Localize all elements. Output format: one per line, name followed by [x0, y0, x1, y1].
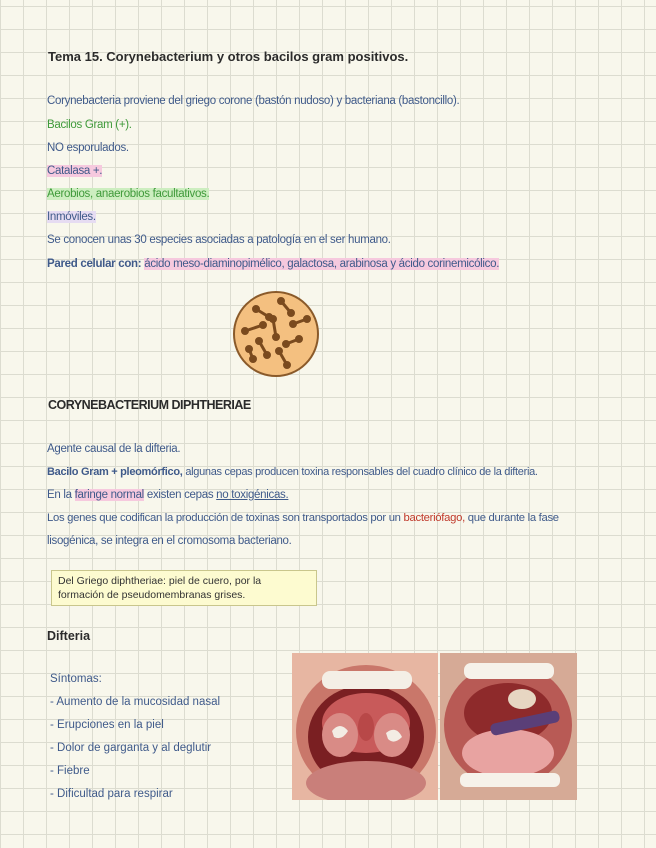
intro-line-gram: Bacilos Gram (+).: [47, 119, 132, 131]
genes-text-a: Los genes que codifican la producción de toxinas son transportados por un: [47, 512, 401, 524]
bacilo-text: algunas cepas producen toxina responsables del cuadro clínico de la difteria.: [185, 466, 538, 478]
bacteria-illustration: [231, 289, 321, 379]
intro-line-catalase: [47, 165, 102, 177]
symptom-item: - Dolor de garganta y al deglutir: [50, 742, 212, 754]
difteria-heading: Difteria: [47, 629, 91, 643]
intro-line-etymology: Corynebacteria proviene del griego corone (bastón nudoso) y bacteriana (bastoncillo).: [47, 95, 460, 107]
intro-line-motility: [47, 211, 96, 223]
genes-text-c: que durante la fase: [467, 512, 559, 524]
symptom-item: - Aumento de la mucosidad nasal: [50, 696, 221, 708]
bacteriophage-text: bacteriófago,: [403, 512, 465, 524]
catalase-text: Catalasa +.: [47, 165, 103, 177]
pharynx-text-a: En la: [47, 489, 72, 501]
section-title-diphtheriae: CORYNEBACTERIUM DIPHTHERIAE: [48, 398, 251, 412]
intro-line-aerobic: [47, 188, 209, 200]
bacilo-label: Bacilo Gram + pleomórfico,: [47, 466, 183, 478]
cell-wall-label: Pared celular con:: [47, 258, 142, 270]
symptom-item: - Fiebre: [50, 765, 90, 777]
symptom-item: - Erupciones en la piel: [50, 719, 164, 731]
pharynx-text-c: existen cepas: [146, 489, 214, 501]
intro-line-cell-wall: [47, 258, 499, 270]
diph-line-lysogenic: lisogénica, se integra en el cromosoma bacteriano.: [47, 535, 292, 547]
motility-text: Inmóviles.: [47, 211, 96, 223]
page-title: Tema 15. Corynebacterium y otros bacilos gram positivos.: [48, 49, 409, 64]
diph-line-pharynx: [47, 489, 288, 501]
throat-photo-left: [292, 653, 438, 800]
diph-line-agent: Agente causal de la difteria.: [47, 443, 181, 455]
symptom-item: - Dificultad para respirar: [50, 788, 173, 800]
non-toxigenic-text: no toxigénicas.: [216, 489, 289, 501]
pharynx-highlight: faringe normal: [74, 489, 144, 501]
aerobic-text: Aerobios, anaerobios facultativos.: [47, 188, 210, 200]
intro-line-species: Se conocen unas 30 especies asociadas a patología en el ser humano.: [47, 234, 391, 246]
intro-line-spores: NO esporulados.: [47, 142, 129, 154]
diph-line-bacilo: [47, 466, 538, 478]
cell-wall-text: ácido meso-diaminopimélico, galactosa, arabinosa y ácido corinemicólico.: [144, 258, 500, 270]
diph-line-genes: [47, 512, 559, 524]
etymology-note: Del Griego diphtheriae: piel de cuero, por la formación de pseudomembranas grises.: [51, 570, 317, 606]
symptoms-heading: Síntomas:: [50, 673, 102, 685]
throat-photo-right: [440, 653, 577, 800]
